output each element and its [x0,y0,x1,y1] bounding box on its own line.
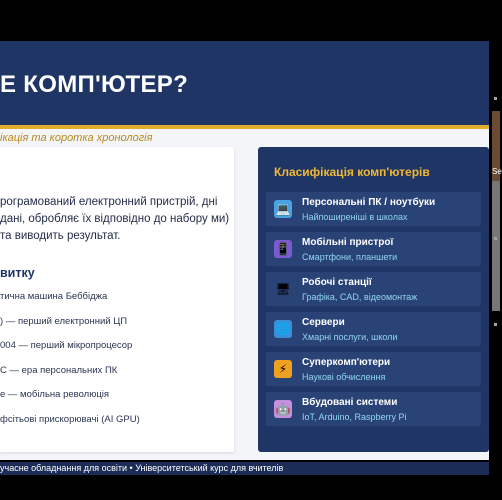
category-desc: Графіка, CAD, відеомонтаж [302,292,418,302]
history-item: фсітьові прискорювачі (AI GPU) [0,413,140,425]
robot-icon: 🤖 [275,402,291,416]
slide-subtitle: ікація та коротка хронологія [0,132,153,144]
globe-icon: 🌐 [275,322,291,336]
computer-definition: рограмований електронний пристрій, дні дані, обробляє їх відповідно до набору ми) та виводить результат. [0,196,230,242]
history-item: тична машина Беббіджа [0,291,108,302]
history-item: е — мобільна революція [0,389,110,400]
history-list [0,291,140,438]
title-divider [0,125,489,129]
title-bar [0,41,489,125]
category-desc: Хмарні послуги, школи [302,332,398,342]
category-name: Вбудовані системи [302,397,398,408]
history-item: 004 — перший мікропроцесор [0,340,133,351]
category-name: Сервери [302,317,345,328]
category-name: Суперкомп'ютери [302,357,391,368]
category-embedded [266,392,481,426]
category-supercomputers [266,352,481,386]
laptop-icon: 💻 [275,202,291,216]
history-item: ) — перший електронний ЦП [0,315,128,327]
category-name: Робочі станції [302,277,372,288]
history-item: С — ера персональних ПК [0,364,118,376]
presentation-slide [0,41,489,460]
category-name: Мобільні пристрої [302,237,394,248]
history-heading: витку [0,266,35,280]
slide-footer: учасне обладнання для освіти • Університетський курс для вчителів [0,462,489,475]
category-desc: Наукові обчислення [302,372,386,382]
participant-name: Se [492,167,502,176]
classification-title: Класифікація комп'ютерів [274,165,430,179]
classification-panel [258,147,489,452]
category-workstation [266,272,481,306]
workstation-icon: 🖥 [275,282,291,296]
lightning-icon: ⚡ [274,360,292,378]
slide-title: Е КОМП'ЮТЕР? [0,71,189,98]
category-desc: IoT, Arduino, Raspberry Pi [302,412,407,422]
category-mobile [266,232,481,266]
category-name: Персональні ПК / ноутбуки [302,197,436,208]
phone-icon: 📱 [275,242,291,256]
category-personal-pc [266,192,481,226]
category-servers [266,312,481,346]
scroll-indicator-dot [494,323,497,326]
scroll-indicator-dot [494,237,497,240]
category-desc: Смартфони, планшети [302,252,398,262]
category-desc: Найпоширеніші в школах [302,212,408,222]
definition-card [0,147,234,452]
scroll-indicator-dot [494,97,497,100]
participant-video-thumbnail[interactable] [492,111,500,311]
